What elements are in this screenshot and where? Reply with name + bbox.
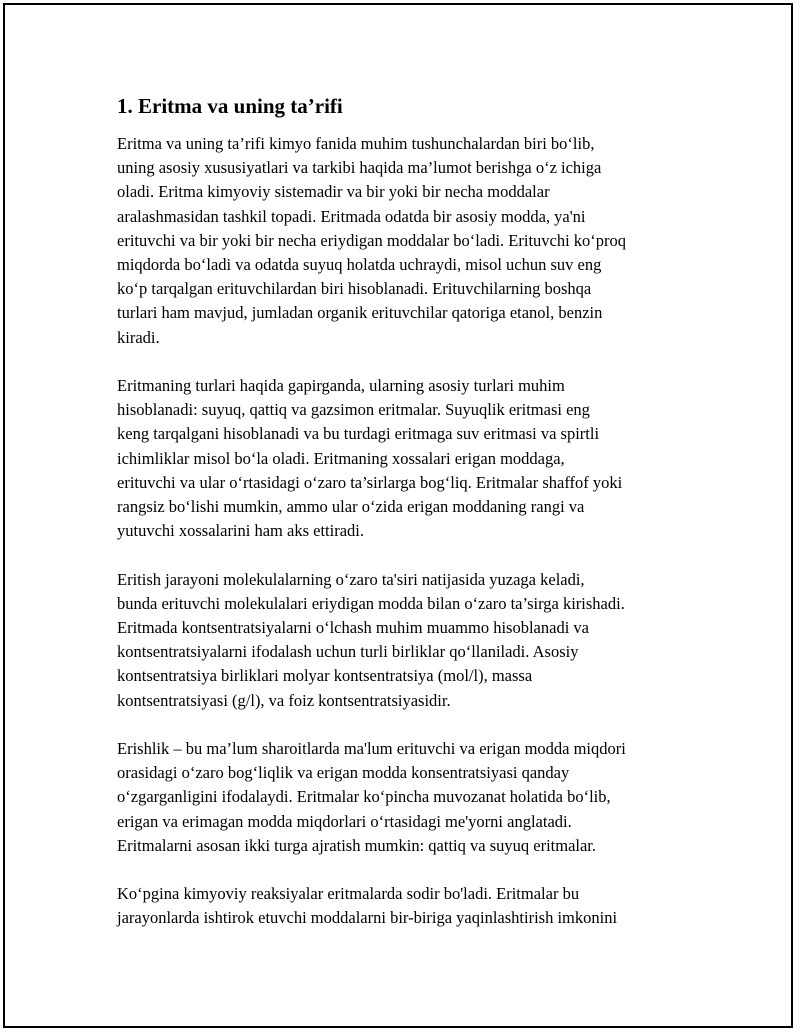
text-line: Ko‘pgina kimyoviy reaksiyalar eritmalarda sodir bo'ladi. Eritmalar bu [117, 884, 580, 904]
section-heading: 1. Eritma va uning ta’rifi [117, 94, 343, 118]
text-line: erigan va erimagan modda miqdorlari o‘rtasidagi me'yorni anglatadi. [117, 811, 572, 831]
text-line: Eritmada kontsentratsiyalarni o‘lchash muhim muammo hisoblanadi va [117, 618, 589, 638]
text-line: erituvchi va ular o‘rtasidagi o‘zaro ta’sirlarga bog‘liq. Eritmalar shaffof yoki [117, 472, 623, 492]
text-line: turlari ham mavjud, jumladan organik erituvchilar qatoriga etanol, benzin [117, 303, 603, 323]
paragraph-solubility [117, 737, 692, 858]
text-line: jarayonlarda ishtirok etuvchi moddalarni bir-biriga yaqinlashtirish imkonini [117, 908, 618, 928]
text-line: kontsentratsiyalarni ifodalash uchun turli birliklar qo‘llaniladi. Asosiy [117, 642, 579, 662]
text-line: bunda erituvchi molekulalari eriydigan modda bilan o‘zaro ta’sirga kirishadi. [117, 593, 625, 613]
text-line: aralashmasidan tashkil topadi. Eritmada odatda bir asosiy modda, ya'ni [117, 206, 586, 226]
text-line: Eritish jarayoni molekulalarning o‘zaro ta'siri natijasida yuzaga keladi, [117, 569, 585, 589]
paragraph-reactions [117, 882, 692, 930]
text-line: Eritmaning turlari haqida gapirganda, ularning asosiy turlari muhim [117, 376, 565, 396]
text-line: yutuvchi xossalarini ham aks ettiradi. [117, 521, 364, 541]
text-line: Eritmalarni asosan ikki turga ajratish mumkin: qattiq va suyuq eritmalar. [117, 835, 597, 855]
text-line: ichimliklar misol bo‘la oladi. Eritmaning xossalari erigan moddaga, [117, 448, 565, 468]
text-line: uning asosiy xususiyatlari va tarkibi haqida ma’lumot berishga o‘z ichiga [117, 158, 602, 178]
text-line: kontsentratsiyasi (g/l), va foiz kontsentratsiyasidir. [117, 690, 451, 710]
text-line: orasidagi o‘zaro bog‘liqlik va erigan modda konsentratsiyasi qanday [117, 763, 570, 783]
text-line: kontsentratsiya birliklari molyar kontsentratsiya (mol/l), massa [117, 666, 533, 686]
text-line: ko‘p tarqalgan erituvchilardan biri hisoblanadi. Erituvchilarning boshqa [117, 279, 592, 299]
text-line: rangsiz bo‘lishi mumkin, ammo ular o‘zida erigan moddaning rangi va [117, 497, 585, 517]
text-line: Erishlik – bu ma’lum sharoitlarda ma'lum erituvchi va erigan modda miqdori [117, 739, 626, 759]
paragraph-types [117, 374, 692, 543]
text-line: erituvchi va bir yoki bir necha eriydigan moddalar bo‘ladi. Erituvchi ko‘proq [117, 230, 627, 250]
text-line: o‘zgarganligini ifodalaydi. Eritmalar ko‘pincha muvozanat holatida bo‘lib, [117, 787, 611, 807]
paragraph-dissolution [117, 568, 692, 713]
text-line: oladi. Eritma kimyoviy sistemadir va bir yoki bir necha moddalar [117, 182, 550, 202]
text-line: keng tarqalgani hisoblanadi va bu turdagi eritmaga suv eritmasi va spirtli [117, 424, 600, 444]
text-line: Eritma va uning ta’rifi kimyo fanida muhim tushunchalardan biri bo‘lib, [117, 134, 595, 153]
text-line: hisoblanadi: suyuq, qattiq va gazsimon eritmalar. Suyuqlik eritmasi eng [117, 400, 590, 420]
document-body [117, 92, 692, 955]
text-line: miqdorda bo‘ladi va odatda suyuq holatda uchraydi, misol uchun suv eng [117, 255, 602, 275]
text-line: kiradi. [117, 327, 160, 347]
paragraph-definition [117, 132, 692, 350]
